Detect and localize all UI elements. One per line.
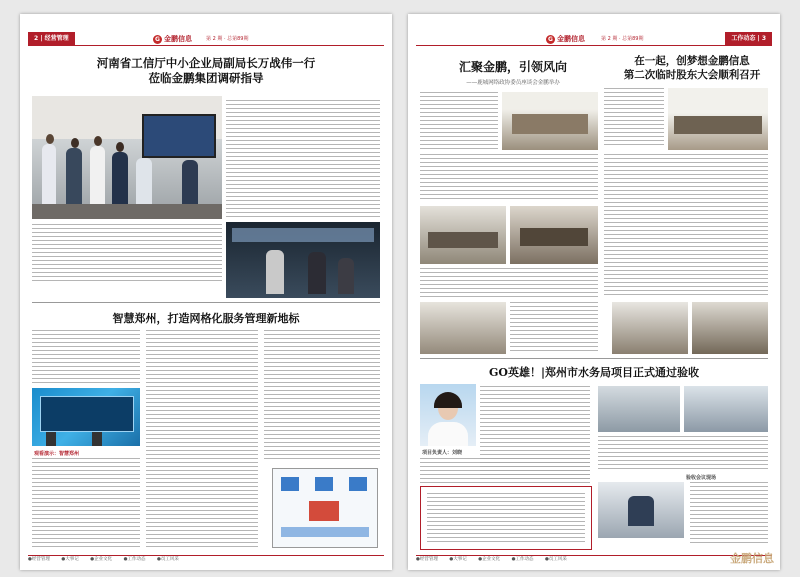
article2-title bbox=[608, 54, 776, 82]
person-shape bbox=[42, 144, 56, 204]
footer-item: ●员工风采 bbox=[545, 557, 567, 562]
article1-title bbox=[20, 56, 392, 86]
article1-subtitle: ——鹿城网络政协委员座谈会金鹏举办 bbox=[466, 80, 560, 86]
article1-photo-3 bbox=[510, 206, 598, 264]
footer-item: ●经营管理 bbox=[416, 557, 438, 562]
article1-photo-1 bbox=[502, 92, 598, 150]
article3-body-col1b bbox=[420, 458, 590, 484]
footer-item: ●大事记 bbox=[449, 557, 467, 562]
person-shape bbox=[338, 258, 354, 294]
person-shape bbox=[66, 148, 82, 206]
divider bbox=[420, 358, 768, 359]
screen-shape bbox=[40, 396, 134, 432]
diagram-node bbox=[315, 477, 333, 491]
article1-photo-2 bbox=[420, 206, 506, 264]
masthead-logo bbox=[153, 33, 192, 45]
person-shape bbox=[92, 432, 102, 446]
photo-caption: 观看演示：智慧郑州 bbox=[34, 451, 80, 457]
page-header bbox=[28, 32, 384, 46]
person-shape bbox=[136, 158, 152, 208]
article3-photo-2 bbox=[684, 386, 768, 432]
person-head bbox=[116, 142, 124, 152]
person-shape bbox=[112, 152, 128, 207]
masthead-logo bbox=[546, 33, 585, 45]
article2-title-line2: 第二次临时股东大会顺利召开 bbox=[623, 69, 761, 81]
section-label: 工作动态 bbox=[731, 35, 756, 42]
logo-icon: G bbox=[153, 35, 162, 44]
table-shape bbox=[674, 116, 762, 134]
article2-body-text bbox=[604, 88, 664, 148]
issue-number: 第 2 期 · 总第89期 bbox=[206, 36, 249, 42]
footer-item: ●企业文化 bbox=[478, 557, 501, 562]
article1-title-line2: 莅临金鹏集团调研指导 bbox=[148, 71, 264, 85]
person-hair bbox=[434, 392, 462, 408]
header-rule bbox=[28, 45, 384, 46]
article2-body-text-2 bbox=[604, 154, 768, 298]
logo-icon: G bbox=[546, 35, 555, 44]
diagram-node bbox=[281, 477, 299, 491]
diagram-node bbox=[309, 501, 339, 521]
article2-photo-1 bbox=[668, 88, 768, 150]
section-label: 经营管理 bbox=[44, 35, 69, 42]
article1-body-text bbox=[226, 100, 380, 218]
article2-photo-3 bbox=[692, 302, 768, 354]
article2-photo-2 bbox=[612, 302, 688, 354]
person-shape bbox=[182, 160, 198, 208]
table-shape bbox=[32, 204, 222, 219]
article2-title: 智慧郑州，打造网格化服务管理新地标 bbox=[112, 312, 300, 325]
article3-title: GO英雄！|郑州市水务局项目正式通过验收 bbox=[489, 366, 699, 379]
article3-body-col3 bbox=[690, 482, 768, 546]
person-shape bbox=[46, 432, 56, 446]
article1-photo bbox=[32, 96, 222, 219]
notice-text bbox=[427, 493, 585, 543]
article3-photo-1 bbox=[598, 386, 680, 432]
article1-body-text-3 bbox=[420, 268, 598, 298]
projection-screen bbox=[142, 114, 216, 158]
person-shape bbox=[266, 250, 284, 294]
page-number-section: 工作动态 | 3 bbox=[725, 32, 772, 46]
header-rule bbox=[416, 45, 772, 46]
article2-body-col1 bbox=[32, 330, 140, 384]
footer-item: ●经营管理 bbox=[28, 557, 50, 562]
divider bbox=[32, 302, 380, 303]
page-number-section: 2 | 经营管理 bbox=[28, 32, 75, 46]
screen-shape bbox=[232, 228, 374, 242]
footer-item: ●工作动态 bbox=[123, 557, 146, 562]
article1-title: 汇聚金鹏，引领风向 bbox=[458, 60, 567, 74]
left-footer bbox=[28, 555, 384, 565]
portrait-photo bbox=[420, 384, 476, 446]
footer-item: ●工作动态 bbox=[511, 557, 534, 562]
person-head bbox=[71, 138, 79, 148]
diagram-node bbox=[281, 527, 369, 537]
article2-photo-big-screen bbox=[32, 388, 140, 446]
issue-number: 第 2 期 · 总第89期 bbox=[601, 36, 644, 42]
table-shape bbox=[512, 114, 588, 134]
person-shape bbox=[90, 146, 105, 206]
article1-body-text-2 bbox=[420, 154, 598, 202]
table-shape bbox=[520, 228, 588, 246]
article1-photo-4 bbox=[420, 302, 506, 354]
left-page bbox=[20, 14, 392, 570]
notice-box bbox=[420, 486, 592, 550]
article2-body-col2 bbox=[146, 330, 258, 550]
footer-brand-logo: 金鹏信息 bbox=[730, 552, 774, 565]
article3-body-col2 bbox=[598, 436, 768, 472]
article1-title-line1: 河南省工信厅中小企业局副局长万战伟一行 bbox=[96, 56, 316, 70]
article1-body-text bbox=[420, 92, 498, 150]
logo-text: 金鹏信息 bbox=[557, 35, 585, 43]
meeting-caption: 验收会议现场 bbox=[686, 475, 717, 481]
person-shape bbox=[628, 496, 654, 526]
page-header bbox=[416, 32, 772, 46]
person-head bbox=[46, 134, 54, 144]
page-number: 2 bbox=[34, 35, 39, 42]
footer-item: ●员工风采 bbox=[157, 557, 179, 562]
person-shape bbox=[308, 252, 326, 294]
person-head bbox=[94, 136, 102, 146]
logo-text: 金鹏信息 bbox=[164, 35, 192, 43]
footer-item: ●企业文化 bbox=[90, 557, 113, 562]
table-shape bbox=[428, 232, 498, 248]
person-body bbox=[428, 422, 468, 446]
article2-body-col3 bbox=[264, 330, 380, 460]
footer-item: ●大事记 bbox=[61, 557, 79, 562]
article2-body-col1b bbox=[32, 458, 140, 550]
article1-body-text-2 bbox=[32, 224, 222, 282]
portrait-caption: 项目负责人：刘晓 bbox=[422, 450, 463, 456]
article2-title-line1: 在一起，创梦想金鹏信息 bbox=[634, 55, 750, 67]
article1-lab-photo bbox=[226, 222, 380, 298]
right-footer bbox=[416, 555, 772, 565]
right-page bbox=[408, 14, 780, 570]
article3-photo-3 bbox=[598, 482, 684, 538]
article1-body-text-4 bbox=[510, 302, 598, 354]
network-diagram bbox=[272, 468, 378, 548]
diagram-node bbox=[349, 477, 367, 491]
page-number: 3 bbox=[761, 35, 766, 42]
